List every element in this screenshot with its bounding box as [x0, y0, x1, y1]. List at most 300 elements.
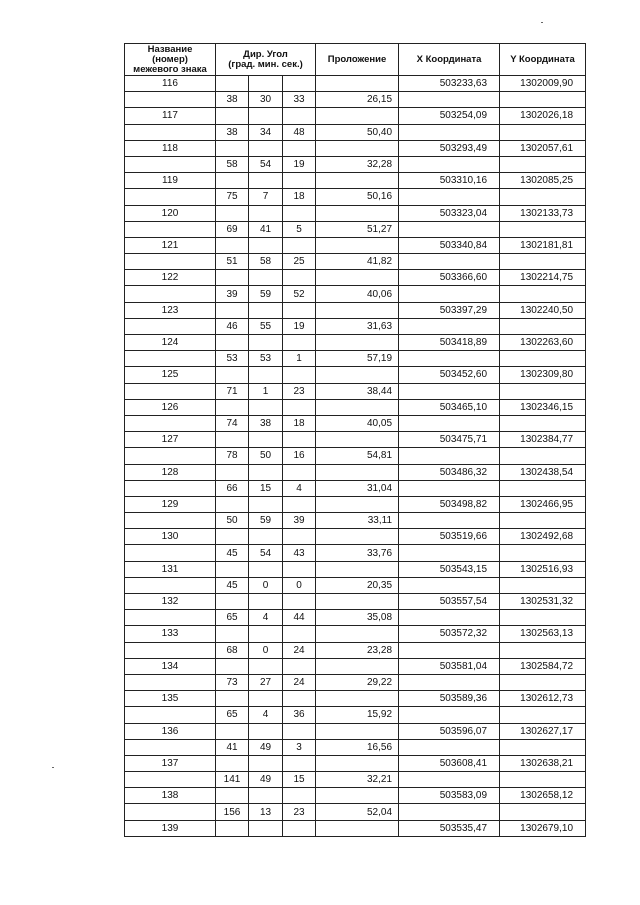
angle-degrees: 58 — [216, 156, 249, 172]
empty-cell — [249, 496, 283, 512]
segment-length: 33,76 — [316, 545, 399, 561]
empty-cell — [399, 254, 500, 270]
y-coordinate: 1302492,68 — [500, 529, 586, 545]
point-name: 130 — [125, 529, 216, 545]
point-row — [125, 788, 586, 804]
angle-minutes: 59 — [249, 286, 283, 302]
empty-cell — [125, 610, 216, 626]
point-row — [125, 496, 586, 512]
segment-length: 40,05 — [316, 415, 399, 431]
angle-minutes: 7 — [249, 189, 283, 205]
empty-cell — [399, 286, 500, 302]
angle-minutes: 34 — [249, 124, 283, 140]
segment-length: 32,21 — [316, 772, 399, 788]
angle-degrees: 65 — [216, 707, 249, 723]
angle-seconds: 19 — [283, 318, 316, 334]
angle-seconds: 4 — [283, 480, 316, 496]
empty-cell — [500, 513, 586, 529]
empty-cell — [399, 513, 500, 529]
angle-degrees: 51 — [216, 254, 249, 270]
empty-cell — [399, 448, 500, 464]
empty-cell — [125, 318, 216, 334]
angle-seconds: 33 — [283, 92, 316, 108]
point-row — [125, 205, 586, 221]
empty-cell — [249, 464, 283, 480]
angle-minutes: 53 — [249, 351, 283, 367]
empty-cell — [399, 674, 500, 690]
empty-cell — [316, 626, 399, 642]
empty-cell — [316, 76, 399, 92]
empty-cell — [249, 755, 283, 771]
angle-minutes: 58 — [249, 254, 283, 270]
angle-seconds: 44 — [283, 610, 316, 626]
x-coordinate: 503535,47 — [399, 820, 500, 836]
point-row — [125, 529, 586, 545]
angle-seconds: 23 — [283, 383, 316, 399]
boundary-coordinates-table — [124, 43, 586, 837]
angle-degrees: 75 — [216, 189, 249, 205]
x-coordinate: 503498,82 — [399, 496, 500, 512]
header-direction-angle: Дир. Угол (град. мин. сек.) — [216, 44, 316, 76]
empty-cell — [399, 772, 500, 788]
empty-cell — [316, 561, 399, 577]
x-coordinate: 503486,32 — [399, 464, 500, 480]
angle-degrees: 78 — [216, 448, 249, 464]
empty-cell — [500, 674, 586, 690]
empty-cell — [316, 529, 399, 545]
empty-cell — [316, 432, 399, 448]
angle-degrees: 74 — [216, 415, 249, 431]
empty-cell — [316, 464, 399, 480]
empty-cell — [316, 108, 399, 124]
point-row — [125, 594, 586, 610]
empty-cell — [283, 788, 316, 804]
x-coordinate: 503366,60 — [399, 270, 500, 286]
empty-cell — [283, 626, 316, 642]
angle-minutes: 38 — [249, 415, 283, 431]
y-coordinate: 1302679,10 — [500, 820, 586, 836]
empty-cell — [316, 367, 399, 383]
angle-minutes: 0 — [249, 577, 283, 593]
point-name: 120 — [125, 205, 216, 221]
angle-degrees: 38 — [216, 124, 249, 140]
empty-cell — [125, 189, 216, 205]
angle-minutes: 54 — [249, 545, 283, 561]
angle-minutes: 1 — [249, 383, 283, 399]
x-coordinate: 503557,54 — [399, 594, 500, 610]
angle-minutes: 41 — [249, 221, 283, 237]
segment-length: 51,27 — [316, 221, 399, 237]
segment-length: 35,08 — [316, 610, 399, 626]
header-row — [125, 44, 586, 76]
segment-row — [125, 318, 586, 334]
empty-cell — [500, 577, 586, 593]
angle-seconds: 3 — [283, 739, 316, 755]
segment-row — [125, 610, 586, 626]
angle-degrees: 41 — [216, 739, 249, 755]
x-coordinate: 503293,49 — [399, 140, 500, 156]
empty-cell — [125, 642, 216, 658]
empty-cell — [125, 448, 216, 464]
y-coordinate: 1302638,21 — [500, 755, 586, 771]
point-row — [125, 399, 586, 415]
empty-cell — [216, 561, 249, 577]
angle-seconds: 39 — [283, 513, 316, 529]
point-name: 123 — [125, 302, 216, 318]
empty-cell — [249, 529, 283, 545]
segment-row — [125, 448, 586, 464]
point-row — [125, 108, 586, 124]
segment-length: 50,40 — [316, 124, 399, 140]
segment-row — [125, 156, 586, 172]
angle-seconds: 48 — [283, 124, 316, 140]
x-coordinate: 503310,16 — [399, 173, 500, 189]
y-coordinate: 1302133,73 — [500, 205, 586, 221]
empty-cell — [283, 173, 316, 189]
empty-cell — [500, 642, 586, 658]
segment-length: 15,92 — [316, 707, 399, 723]
x-coordinate: 503596,07 — [399, 723, 500, 739]
empty-cell — [216, 594, 249, 610]
empty-cell — [399, 383, 500, 399]
empty-cell — [125, 577, 216, 593]
header-x-coordinate: X Координата — [399, 44, 500, 76]
point-name: 136 — [125, 723, 216, 739]
empty-cell — [125, 707, 216, 723]
segment-length: 54,81 — [316, 448, 399, 464]
y-coordinate: 1302214,75 — [500, 270, 586, 286]
empty-cell — [283, 399, 316, 415]
empty-cell — [216, 496, 249, 512]
y-coordinate: 1302658,12 — [500, 788, 586, 804]
empty-cell — [316, 788, 399, 804]
angle-minutes: 4 — [249, 707, 283, 723]
empty-cell — [500, 448, 586, 464]
angle-minutes: 49 — [249, 739, 283, 755]
empty-cell — [283, 464, 316, 480]
empty-cell — [316, 237, 399, 253]
empty-cell — [249, 594, 283, 610]
segment-row — [125, 513, 586, 529]
y-coordinate: 1302563,13 — [500, 626, 586, 642]
point-row — [125, 270, 586, 286]
x-coordinate: 503519,66 — [399, 529, 500, 545]
point-name: 135 — [125, 691, 216, 707]
point-row — [125, 367, 586, 383]
angle-minutes: 27 — [249, 674, 283, 690]
y-coordinate: 1302531,32 — [500, 594, 586, 610]
empty-cell — [249, 432, 283, 448]
point-name: 126 — [125, 399, 216, 415]
empty-cell — [399, 318, 500, 334]
y-coordinate: 1302240,50 — [500, 302, 586, 318]
scan-speck — [52, 767, 54, 768]
empty-cell — [125, 545, 216, 561]
point-name: 117 — [125, 108, 216, 124]
point-row — [125, 464, 586, 480]
empty-cell — [283, 205, 316, 221]
segment-length: 41,82 — [316, 254, 399, 270]
empty-cell — [316, 140, 399, 156]
x-coordinate: 503452,60 — [399, 367, 500, 383]
empty-cell — [283, 755, 316, 771]
empty-cell — [249, 140, 283, 156]
segment-length: 26,15 — [316, 92, 399, 108]
point-row — [125, 755, 586, 771]
empty-cell — [316, 205, 399, 221]
empty-cell — [500, 254, 586, 270]
empty-cell — [316, 723, 399, 739]
header-point-name: Название (номер) межевого знака — [125, 44, 216, 76]
angle-seconds: 52 — [283, 286, 316, 302]
x-coordinate: 503397,29 — [399, 302, 500, 318]
point-row — [125, 335, 586, 351]
empty-cell — [500, 739, 586, 755]
empty-cell — [249, 108, 283, 124]
empty-cell — [500, 480, 586, 496]
empty-cell — [216, 723, 249, 739]
segment-row — [125, 480, 586, 496]
angle-seconds: 24 — [283, 642, 316, 658]
point-name: 139 — [125, 820, 216, 836]
empty-cell — [399, 804, 500, 820]
empty-cell — [216, 140, 249, 156]
point-row — [125, 140, 586, 156]
segment-row — [125, 642, 586, 658]
empty-cell — [216, 399, 249, 415]
point-name: 137 — [125, 755, 216, 771]
segment-row — [125, 221, 586, 237]
segment-row — [125, 545, 586, 561]
empty-cell — [216, 691, 249, 707]
empty-cell — [283, 496, 316, 512]
empty-cell — [216, 529, 249, 545]
segment-row — [125, 92, 586, 108]
empty-cell — [125, 674, 216, 690]
y-coordinate: 1302181,81 — [500, 237, 586, 253]
empty-cell — [249, 270, 283, 286]
point-row — [125, 658, 586, 674]
empty-cell — [249, 302, 283, 318]
empty-cell — [283, 335, 316, 351]
point-name: 138 — [125, 788, 216, 804]
empty-cell — [316, 496, 399, 512]
segment-length: 50,16 — [316, 189, 399, 205]
angle-minutes: 59 — [249, 513, 283, 529]
empty-cell — [283, 658, 316, 674]
empty-cell — [500, 351, 586, 367]
empty-cell — [283, 270, 316, 286]
segment-row — [125, 772, 586, 788]
segment-row — [125, 286, 586, 302]
empty-cell — [249, 561, 283, 577]
empty-cell — [216, 335, 249, 351]
empty-cell — [125, 254, 216, 270]
angle-degrees: 50 — [216, 513, 249, 529]
y-coordinate: 1302438,54 — [500, 464, 586, 480]
y-coordinate: 1302009,90 — [500, 76, 586, 92]
angle-seconds: 1 — [283, 351, 316, 367]
empty-cell — [399, 642, 500, 658]
point-row — [125, 432, 586, 448]
angle-degrees: 141 — [216, 772, 249, 788]
point-row — [125, 626, 586, 642]
empty-cell — [500, 318, 586, 334]
empty-cell — [125, 383, 216, 399]
empty-cell — [500, 221, 586, 237]
angle-seconds: 43 — [283, 545, 316, 561]
x-coordinate: 503608,41 — [399, 755, 500, 771]
empty-cell — [500, 383, 586, 399]
empty-cell — [125, 221, 216, 237]
empty-cell — [125, 739, 216, 755]
empty-cell — [316, 820, 399, 836]
angle-degrees: 69 — [216, 221, 249, 237]
angle-seconds: 18 — [283, 189, 316, 205]
empty-cell — [249, 367, 283, 383]
angle-degrees: 39 — [216, 286, 249, 302]
empty-cell — [249, 237, 283, 253]
empty-cell — [500, 804, 586, 820]
empty-cell — [283, 820, 316, 836]
empty-cell — [316, 658, 399, 674]
empty-cell — [316, 399, 399, 415]
empty-cell — [216, 205, 249, 221]
empty-cell — [216, 820, 249, 836]
x-coordinate: 503543,15 — [399, 561, 500, 577]
segment-length: 20,35 — [316, 577, 399, 593]
empty-cell — [283, 529, 316, 545]
angle-degrees: 156 — [216, 804, 249, 820]
empty-cell — [316, 691, 399, 707]
empty-cell — [283, 76, 316, 92]
empty-cell — [399, 351, 500, 367]
x-coordinate: 503589,36 — [399, 691, 500, 707]
empty-cell — [399, 124, 500, 140]
angle-degrees: 45 — [216, 545, 249, 561]
empty-cell — [399, 92, 500, 108]
empty-cell — [125, 351, 216, 367]
segment-length: 52,04 — [316, 804, 399, 820]
point-name: 119 — [125, 173, 216, 189]
empty-cell — [249, 658, 283, 674]
y-coordinate: 1302466,95 — [500, 496, 586, 512]
angle-seconds: 24 — [283, 674, 316, 690]
point-name: 118 — [125, 140, 216, 156]
empty-cell — [283, 140, 316, 156]
segment-row — [125, 577, 586, 593]
empty-cell — [316, 755, 399, 771]
empty-cell — [500, 772, 586, 788]
empty-cell — [283, 561, 316, 577]
point-name: 132 — [125, 594, 216, 610]
empty-cell — [125, 156, 216, 172]
empty-cell — [249, 723, 283, 739]
empty-cell — [249, 626, 283, 642]
empty-cell — [125, 804, 216, 820]
angle-seconds: 16 — [283, 448, 316, 464]
empty-cell — [216, 755, 249, 771]
empty-cell — [283, 108, 316, 124]
x-coordinate: 503572,32 — [399, 626, 500, 642]
angle-minutes: 49 — [249, 772, 283, 788]
point-name: 133 — [125, 626, 216, 642]
x-coordinate: 503254,09 — [399, 108, 500, 124]
empty-cell — [399, 415, 500, 431]
segment-row — [125, 674, 586, 690]
segment-row — [125, 707, 586, 723]
segment-length: 31,04 — [316, 480, 399, 496]
point-name: 131 — [125, 561, 216, 577]
point-row — [125, 561, 586, 577]
empty-cell — [283, 367, 316, 383]
angle-minutes: 13 — [249, 804, 283, 820]
segment-length: 23,28 — [316, 642, 399, 658]
segment-length: 16,56 — [316, 739, 399, 755]
point-name: 127 — [125, 432, 216, 448]
point-row — [125, 76, 586, 92]
point-row — [125, 723, 586, 739]
point-name: 124 — [125, 335, 216, 351]
empty-cell — [399, 577, 500, 593]
y-coordinate: 1302627,17 — [500, 723, 586, 739]
x-coordinate: 503475,71 — [399, 432, 500, 448]
segment-length: 32,28 — [316, 156, 399, 172]
segment-row — [125, 254, 586, 270]
point-name: 128 — [125, 464, 216, 480]
empty-cell — [125, 513, 216, 529]
segment-row — [125, 739, 586, 755]
angle-degrees: 65 — [216, 610, 249, 626]
y-coordinate: 1302026,18 — [500, 108, 586, 124]
angle-degrees: 38 — [216, 92, 249, 108]
point-name: 116 — [125, 76, 216, 92]
point-name: 129 — [125, 496, 216, 512]
empty-cell — [500, 415, 586, 431]
empty-cell — [500, 545, 586, 561]
angle-minutes: 30 — [249, 92, 283, 108]
point-name: 121 — [125, 237, 216, 253]
empty-cell — [249, 205, 283, 221]
angle-minutes: 15 — [249, 480, 283, 496]
empty-cell — [316, 302, 399, 318]
empty-cell — [316, 335, 399, 351]
empty-cell — [125, 286, 216, 302]
empty-cell — [249, 76, 283, 92]
angle-minutes: 4 — [249, 610, 283, 626]
x-coordinate: 503418,89 — [399, 335, 500, 351]
empty-cell — [283, 723, 316, 739]
segment-length: 40,06 — [316, 286, 399, 302]
empty-cell — [399, 156, 500, 172]
scan-speck — [541, 22, 543, 23]
empty-cell — [249, 335, 283, 351]
angle-seconds: 0 — [283, 577, 316, 593]
empty-cell — [216, 76, 249, 92]
angle-seconds: 36 — [283, 707, 316, 723]
empty-cell — [283, 302, 316, 318]
segment-length: 38,44 — [316, 383, 399, 399]
y-coordinate: 1302516,93 — [500, 561, 586, 577]
x-coordinate: 503583,09 — [399, 788, 500, 804]
angle-degrees: 53 — [216, 351, 249, 367]
angle-degrees: 45 — [216, 577, 249, 593]
point-row — [125, 173, 586, 189]
empty-cell — [399, 189, 500, 205]
angle-seconds: 15 — [283, 772, 316, 788]
segment-length: 29,22 — [316, 674, 399, 690]
empty-cell — [216, 270, 249, 286]
